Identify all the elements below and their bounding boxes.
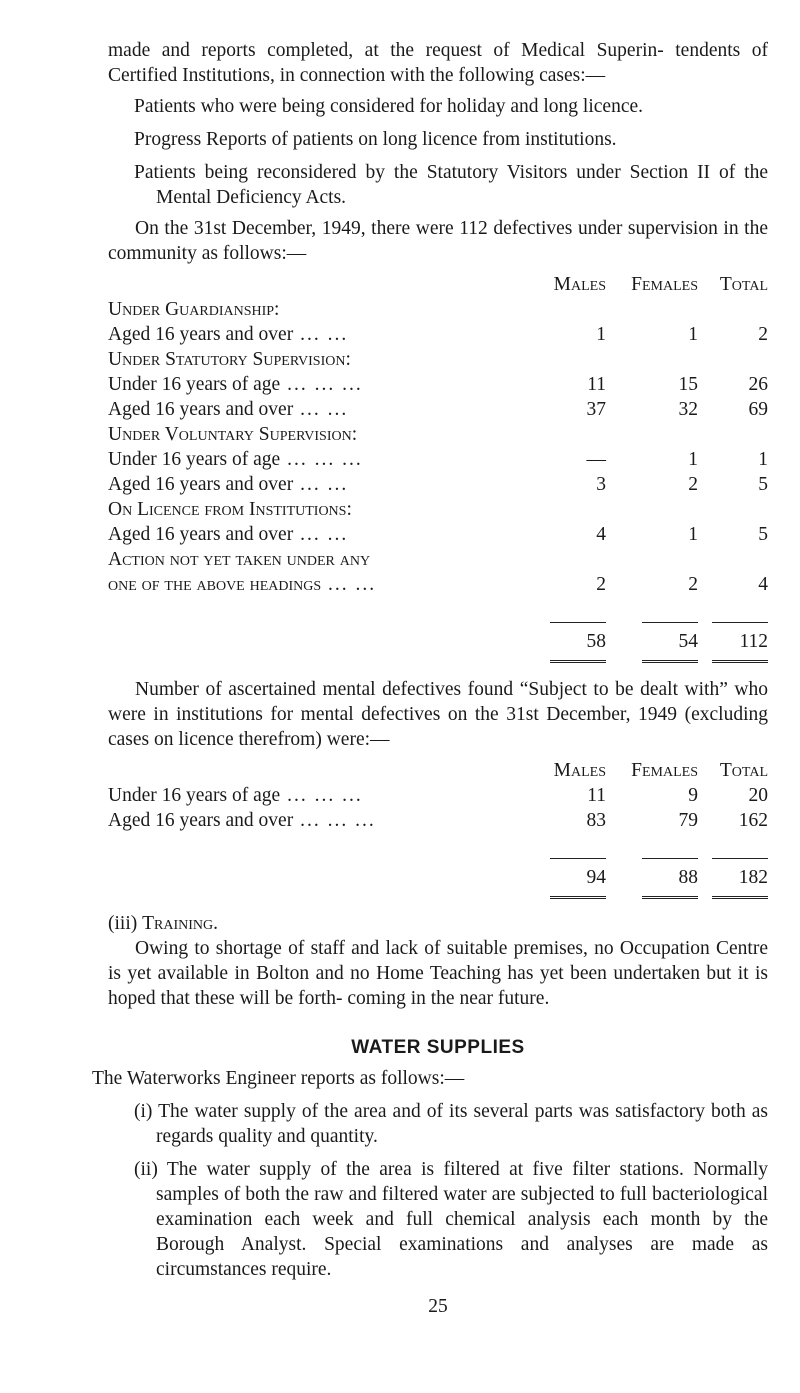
cell-females: 1 [688, 524, 698, 545]
training-paragraph: Owing to shortage of staff and lack of suitable premises, no Occupation Centre is yet available in Bolton and no Home Teaching has yet been undertaken but it is hoped that these will be forth- coming in the near future. [108, 938, 768, 1009]
column-header: Total [719, 274, 768, 295]
document-page [92, 38, 768, 1319]
table-row: Under 16 years of age ... ... ... 11 9 20 [108, 783, 772, 808]
institutions-paragraph: Number of ascertained mental defectives found “Subject to be dealt with” who were in institutions for mental defectives on the 31st December, 1949 (excluding cases on licence therefrom) were:— [108, 679, 768, 750]
table-total-row [108, 622, 772, 663]
supervision-paragraph: On the 31st December, 1949, there were 112 defectives under supervision in the community as follows:— [108, 218, 768, 264]
cell-males: 2 [596, 574, 606, 595]
cell-females: 2 [688, 574, 698, 595]
institutions-table [108, 758, 772, 899]
total-total: 182 [712, 858, 768, 899]
cell-males: 11 [587, 785, 606, 806]
cell-females: 32 [678, 399, 698, 420]
total-females: 54 [642, 622, 698, 663]
cell-total: 20 [748, 785, 768, 806]
column-header: Females [631, 760, 698, 781]
cell-females: 1 [688, 324, 698, 345]
cell-total: 4 [758, 574, 768, 595]
cell-males: 37 [586, 399, 606, 420]
column-header: Females [631, 274, 698, 295]
table-row: Under 16 years of age ... ... ... — 1 1 [108, 447, 772, 472]
cell-males: 83 [586, 810, 606, 831]
table-row: Aged 16 years and over ... ... 3 2 5 [108, 472, 772, 497]
cell-total: 1 [758, 449, 768, 470]
cell-total: 26 [748, 374, 768, 395]
table-row: Aged 16 years and over ... ... 37 32 69 [108, 397, 772, 422]
section-heading: Under Guardianship: [108, 299, 280, 320]
cell-total: 2 [758, 324, 768, 345]
section-heading: Under Statutory Supervision: [108, 349, 351, 370]
cell-males: 3 [596, 474, 606, 495]
page-number: 25 [428, 1296, 448, 1317]
total-females: 88 [642, 858, 698, 899]
list-item: Patients who were being considered for holiday and long licence. [134, 96, 644, 117]
table-row: one of the above headings ... ... 2 2 4 [108, 572, 772, 597]
row-label: Under 16 years of age [108, 374, 281, 395]
row-label: one of the above headings [108, 574, 322, 595]
cell-females: 15 [678, 374, 698, 395]
table-row: Aged 16 years and over ... ... 1 1 2 [108, 322, 772, 347]
total-total: 112 [712, 622, 768, 663]
cell-females: 1 [688, 449, 698, 470]
column-header: Males [553, 274, 606, 295]
table-row: Aged 16 years and over ... ... 4 1 5 [108, 522, 772, 547]
cell-total: 69 [748, 399, 768, 420]
cell-males: 4 [596, 524, 606, 545]
list-item: Progress Reports of patients on long licence from institutions. [134, 129, 617, 150]
column-header: Males [553, 760, 606, 781]
cell-total: 5 [758, 474, 768, 495]
intro-paragraph: made and reports completed, at the request of Medical Superin- tendents of Certified Institutions, in connection with the following cases:— [108, 40, 768, 86]
supervision-table [108, 272, 772, 663]
cell-total: 162 [738, 810, 768, 831]
row-label: Aged 16 years and over [108, 474, 294, 495]
section-heading: On Licence from Institutions: [108, 499, 352, 520]
section-heading: Action not yet taken under any [108, 549, 371, 570]
list-item: Patients being reconsidered by the Statutory Visitors under Section II of the Mental Deficiency Acts. [134, 162, 768, 208]
cell-males: 11 [587, 374, 606, 395]
total-males: 94 [550, 858, 606, 899]
section-title: WATER SUPPLIES [351, 1037, 525, 1058]
table-total-row [108, 858, 772, 899]
section-heading: Under Voluntary Supervision: [108, 424, 358, 445]
cell-females: 9 [688, 785, 698, 806]
list-item: (i) The water supply of the area and of its several parts was satisfactory both as regards quality and quantity. [134, 1101, 768, 1147]
row-label: Aged 16 years and over [108, 810, 294, 831]
cell-males: — [586, 449, 606, 470]
training-heading: (iii) Training. [108, 913, 219, 934]
row-label: Under 16 years of age [108, 785, 281, 806]
cell-females: 2 [688, 474, 698, 495]
row-label: Under 16 years of age [108, 449, 281, 470]
cell-males: 1 [596, 324, 606, 345]
total-males: 58 [550, 622, 606, 663]
table-row: Under 16 years of age ... ... ... 11 15 26 [108, 372, 772, 397]
row-label: Aged 16 years and over [108, 524, 294, 545]
cell-females: 79 [678, 810, 698, 831]
table-row: Aged 16 years and over ... ... ... 83 79 162 [108, 808, 772, 833]
row-label: Aged 16 years and over [108, 324, 294, 345]
list-item: (ii) The water supply of the area is filtered at five filter stations. Normally samples of both the raw and filtered water are subjected to full bacteriological examination each week and full chemical analysis each month by the Borough Analyst. Special examinations and analyses are made as circumstances require. [134, 1159, 768, 1280]
cell-total: 5 [758, 524, 768, 545]
water-intro: The Waterworks Engineer reports as follows:— [92, 1068, 465, 1089]
row-label: Aged 16 years and over [108, 399, 294, 420]
column-header: Total [719, 760, 768, 781]
